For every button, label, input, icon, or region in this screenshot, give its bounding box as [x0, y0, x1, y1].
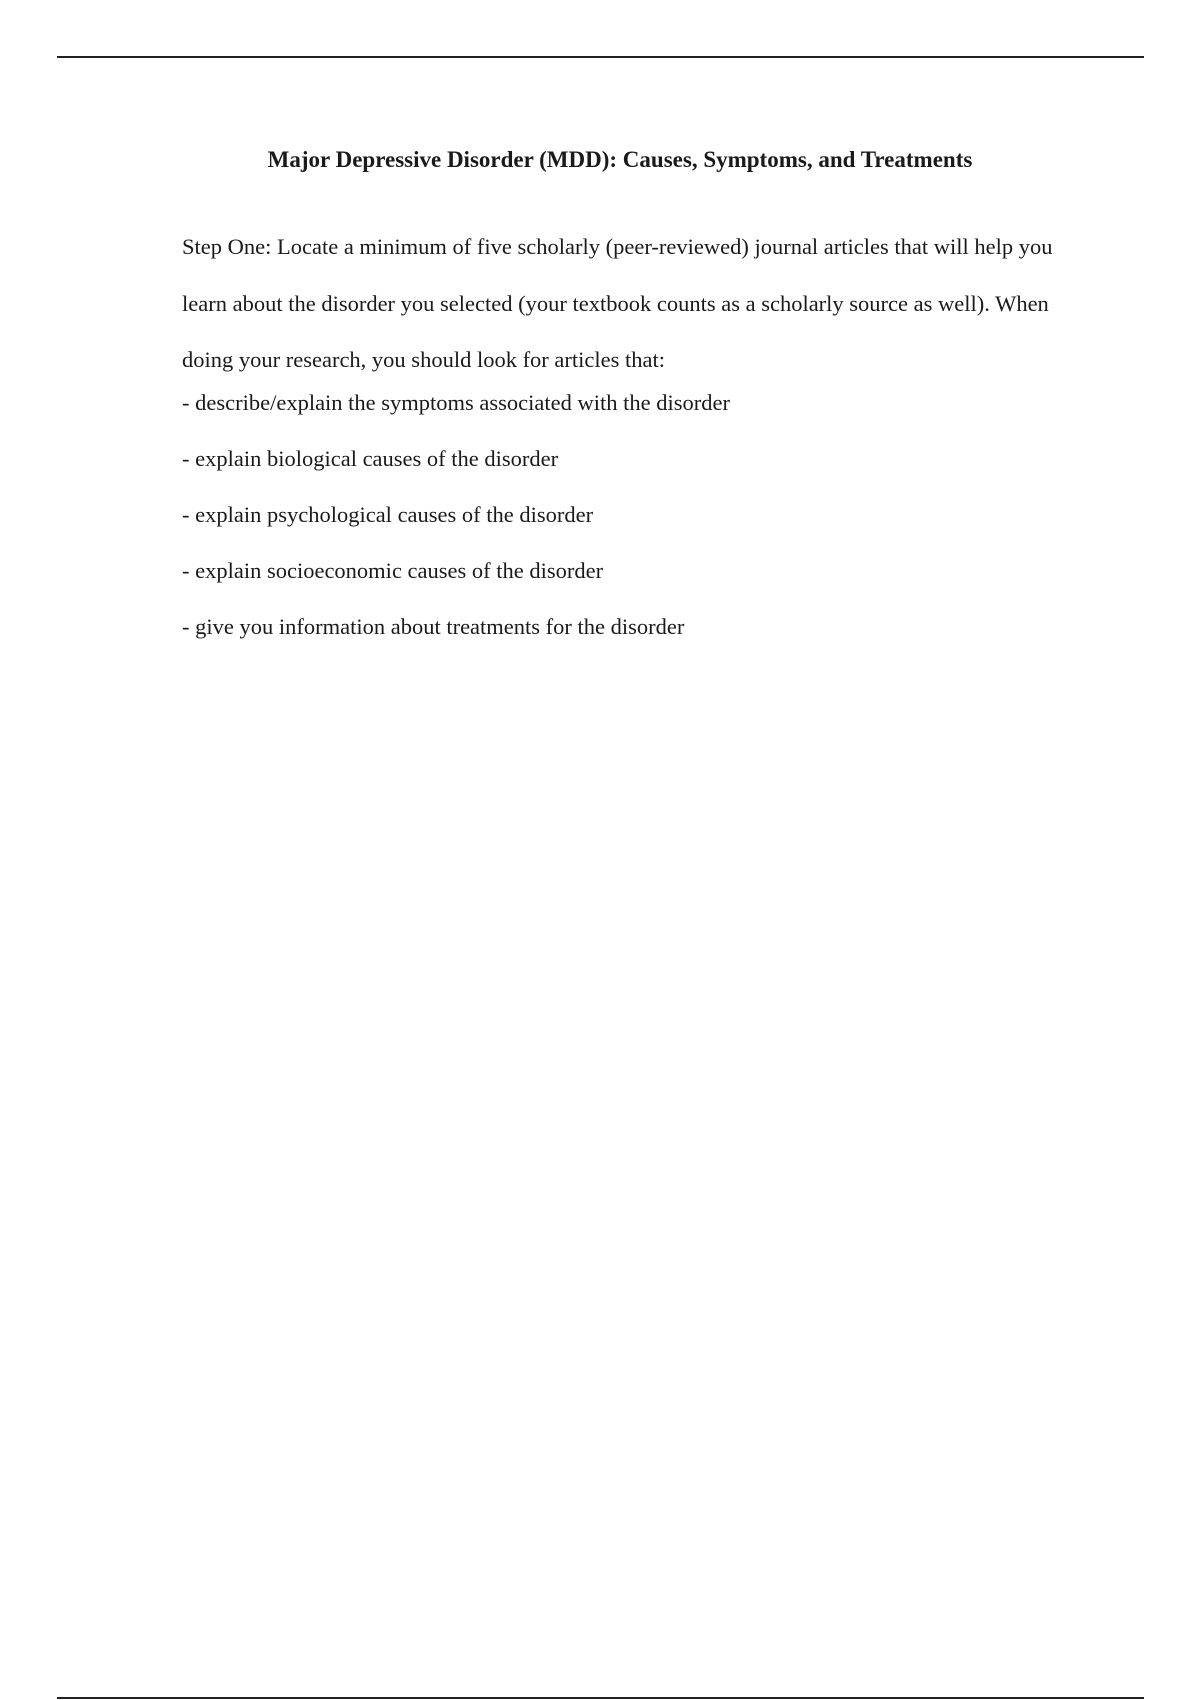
- list-item: - explain biological causes of the disorder: [182, 446, 559, 471]
- list-item: - explain psychological causes of the disorder: [182, 502, 594, 527]
- list-item: - explain socioeconomic causes of the disorder: [182, 558, 604, 583]
- intro-paragraph: Step One: Locate a minimum of five scholarly (peer-reviewed) journal articles that will help you learn about the disorder you selected (your textbook counts as a scholarly source as well). When doing your research, you should look for articles that:: [182, 234, 1053, 372]
- list-item: - describe/explain the symptoms associated with the disorder: [182, 390, 730, 415]
- document-title: Major Depressive Disorder (MDD): Causes, Symptoms, and Treatments: [267, 147, 973, 172]
- bottom-rule: [57, 1697, 1144, 1699]
- requirements-list: [182, 386, 730, 666]
- list-item: - give you information about treatments for the disorder: [182, 614, 685, 639]
- top-rule: [57, 56, 1144, 58]
